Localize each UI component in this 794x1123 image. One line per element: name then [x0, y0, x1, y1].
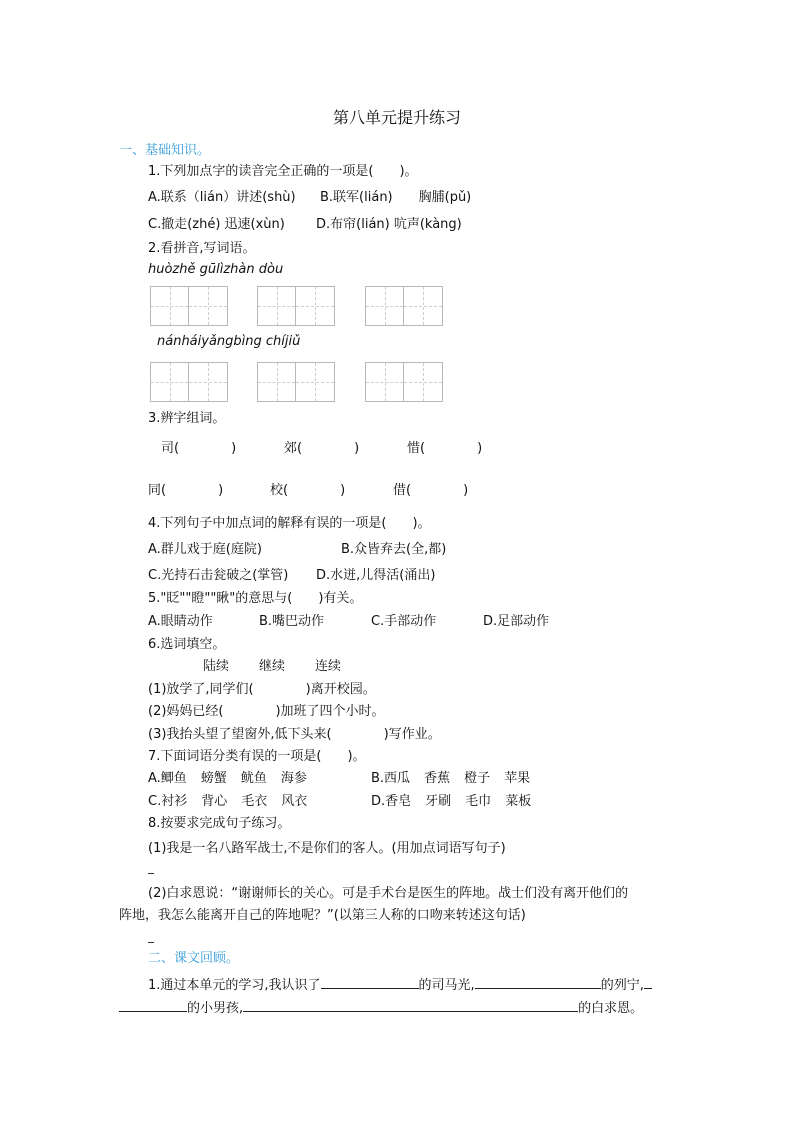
- review-question-1-line-2: [119, 999, 643, 1018]
- question-5-option-a: A.眼睛动作: [148, 614, 213, 629]
- question-8-sentence-1: (1)我是一名八路军战士,不是你们的客人。(用加点词语写句子): [148, 841, 506, 856]
- writing-grid: [365, 286, 443, 326]
- option-word: 毛巾: [465, 794, 492, 809]
- question-6-sentence-1: (1)放学了,同学们( )离开校园。: [148, 682, 376, 697]
- question-5-option-d: D.足部动作: [483, 614, 550, 629]
- question-7-stem: 7.下面词语分类有误的一项是( )。: [148, 749, 366, 764]
- option-word: B.西瓜: [371, 771, 411, 786]
- question-4-stem: 4.下列句子中加点词的解释有误的一项是( )。: [148, 516, 431, 531]
- question-8-sentence-2: (2)白求恩说：“谢谢师长的关心。可是手术台是医生的阵地。战士们没有离开他们的: [148, 886, 629, 901]
- question-7-option-a: [148, 770, 307, 788]
- word-group-item: 同( ): [148, 483, 224, 498]
- pinyin-row-1: huòzhě gūlìzhàn dòu: [148, 262, 284, 277]
- option-word: 毛衣: [241, 794, 268, 809]
- question-2-stem: 2.看拼音,写词语。: [148, 241, 256, 256]
- word-group-item: 惜( ): [407, 441, 483, 456]
- question-6-sentence-3: (3)我抬头望了望窗外,低下头来( )写作业。: [148, 727, 441, 742]
- answer-blank: [321, 976, 419, 989]
- writing-grid: [150, 286, 228, 326]
- option-word: C.衬衫: [148, 794, 188, 809]
- question-1-stem: 1.下列加点字的读音完全正确的一项是( )。: [148, 164, 418, 179]
- answer-blank: [119, 999, 187, 1012]
- question-6-stem: 6.选词填空。: [148, 637, 226, 652]
- question-4-option-d: D.水迸,儿得活(涌出): [316, 568, 436, 583]
- section-heading-basics: 一、基础知识。: [119, 143, 211, 158]
- option-word: D.香皂: [371, 794, 412, 809]
- option-word: 香蕉: [424, 771, 451, 786]
- question-7-option-b: [371, 770, 530, 788]
- option-word: 橙子: [464, 771, 491, 786]
- word-choice: 继续: [259, 659, 286, 674]
- option-word: 螃蟹: [200, 771, 227, 786]
- word-group-item: 校( ): [270, 483, 346, 498]
- pinyin-row-2: nánháiyǎngbìng chíjiǔ: [157, 334, 301, 349]
- question-7-option-d: [371, 793, 531, 811]
- question-7-option-c: [148, 793, 307, 811]
- review-text: 的司马光,: [418, 978, 475, 993]
- question-3-stem: 3.辨字组词。: [148, 411, 226, 426]
- question-4-option-c: C.光持石击瓮破之(掌管): [148, 568, 289, 583]
- option-word: 鱿鱼: [240, 771, 267, 786]
- review-question-1-line-1: [148, 976, 652, 995]
- question-1-option-b: B.联军(lián) 胸脯(pǔ): [320, 190, 472, 205]
- question-5-stem: 5."眨""瞪""瞅"的意思与( )有关。: [148, 591, 363, 606]
- question-1-option-d: D.布帘(lián) 吭声(kàng): [316, 217, 462, 232]
- section-heading-review: 二、课文回顾。: [148, 951, 240, 966]
- answer-line-mark: [148, 873, 154, 874]
- writing-grid: [150, 362, 228, 402]
- word-choice: 陆续: [203, 659, 230, 674]
- question-8-sentence-2-cont: 阵地，我怎么能离开自己的阵地呢？”(以第三人称的口吻来转述这句话): [119, 908, 526, 923]
- answer-blank: [243, 999, 578, 1012]
- question-4-option-a: A.群儿戏于庭(庭院): [148, 542, 262, 557]
- page-title: 第八单元提升练习: [332, 108, 461, 127]
- question-5-option-b: B.嘴巴动作: [259, 614, 325, 629]
- question-8-stem: 8.按要求完成句子练习。: [148, 816, 291, 831]
- option-word: 苹果: [504, 771, 531, 786]
- option-word: 牙刷: [425, 794, 452, 809]
- word-choice: 连续: [315, 659, 342, 674]
- option-word: 背心: [201, 794, 228, 809]
- question-1-option-a: A.联系（lián）讲述(shù): [148, 190, 296, 205]
- writing-grid: [257, 362, 335, 402]
- option-word: A.鲫鱼: [148, 771, 187, 786]
- question-1-option-c: C.撤走(zhé) 迅速(xùn): [148, 217, 285, 232]
- option-word: 菜板: [505, 794, 532, 809]
- question-4-option-b: B.众皆弃去(全,都): [341, 542, 447, 557]
- answer-blank: [475, 976, 601, 989]
- review-text: 1.通过本单元的学习,我认识了: [148, 978, 321, 993]
- question-6-sentence-2: (2)妈妈已经( )加班了四个小时。: [148, 704, 385, 719]
- review-text: 的白求恩。: [578, 1001, 644, 1016]
- answer-blank: [644, 976, 652, 989]
- word-group-item: 借( ): [393, 483, 469, 498]
- option-word: 风衣: [281, 794, 308, 809]
- answer-line-mark: [148, 942, 154, 943]
- question-5-option-c: C.手部动作: [371, 614, 437, 629]
- word-group-item: 司( ): [161, 441, 237, 456]
- word-group-item: 郊( ): [284, 441, 360, 456]
- option-word: 海参: [280, 771, 307, 786]
- writing-grid: [365, 362, 443, 402]
- review-text: 的列宁,: [600, 978, 644, 993]
- review-text: 的小男孩,: [187, 1001, 244, 1016]
- writing-grid: [257, 286, 335, 326]
